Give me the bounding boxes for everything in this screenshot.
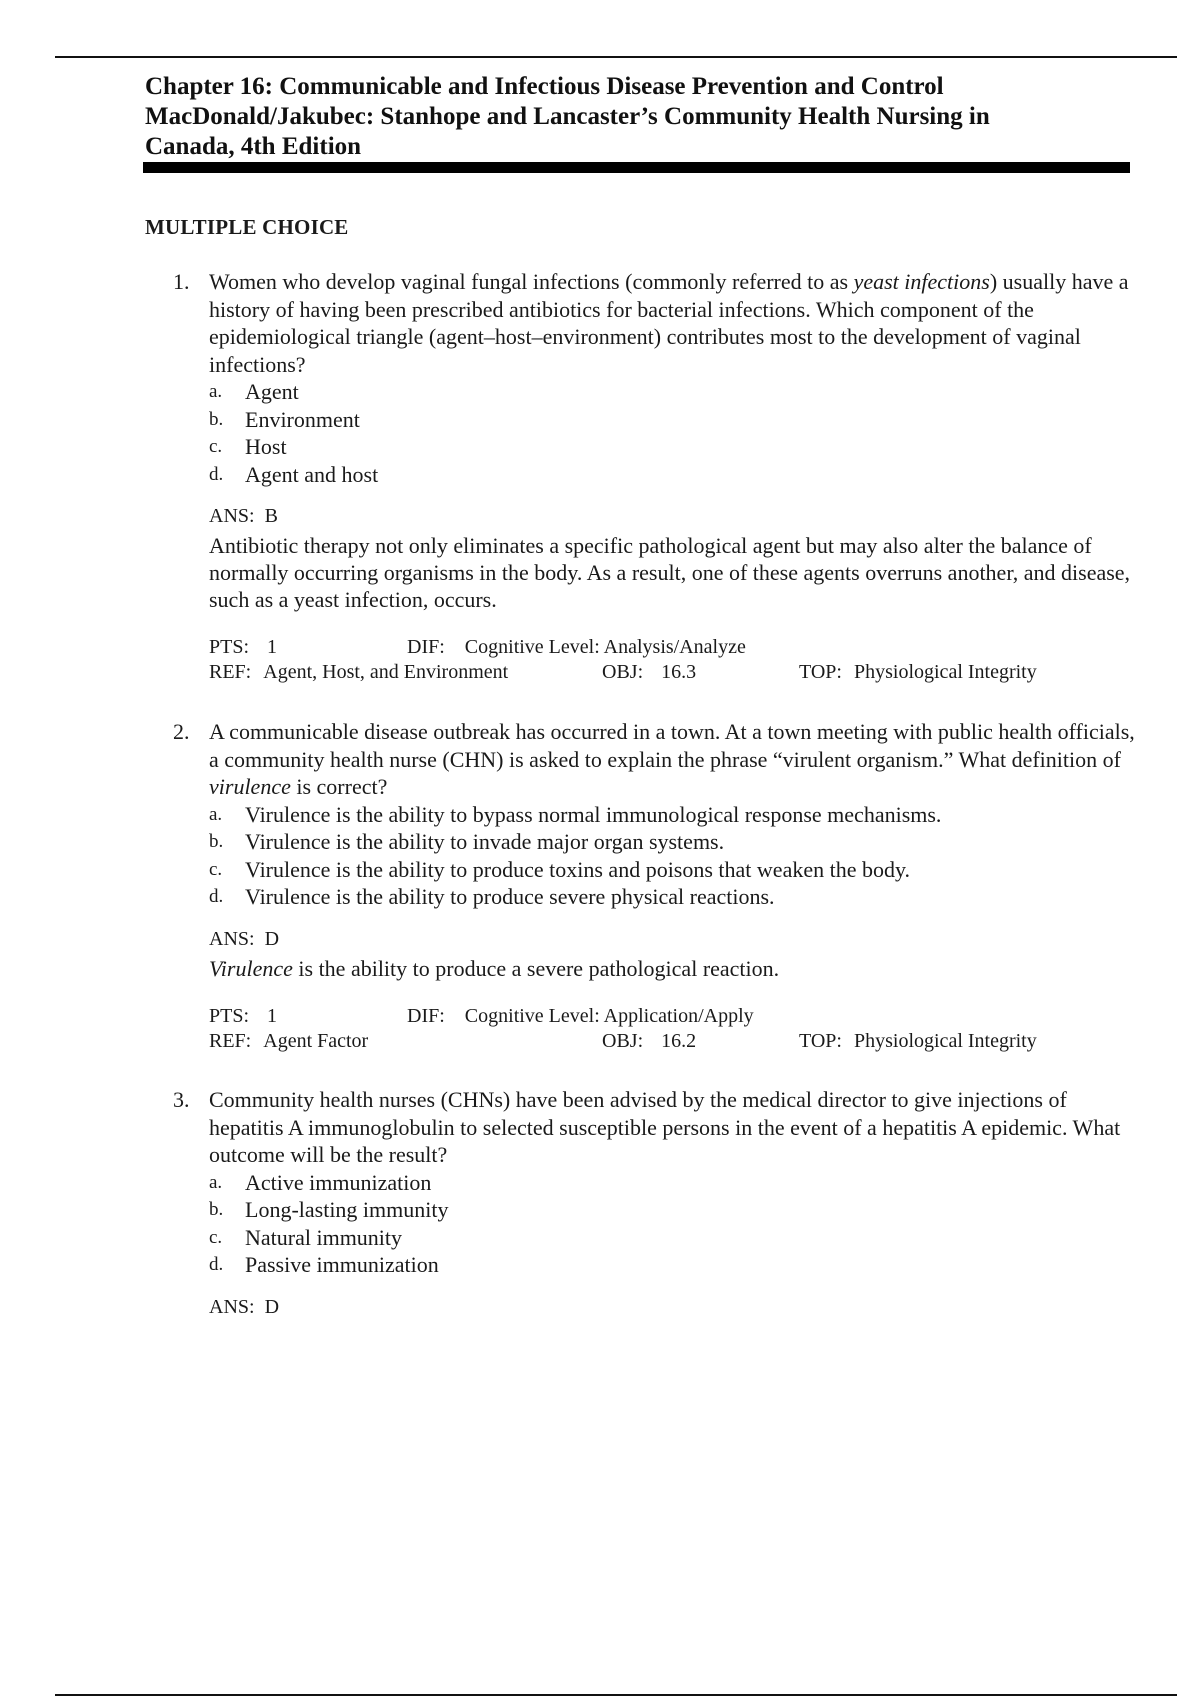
top-rule <box>55 56 1177 58</box>
question-stem <box>209 718 1135 801</box>
dif-field <box>407 635 746 660</box>
dif-label: DIF: <box>407 636 445 658</box>
choice-list <box>209 378 1135 488</box>
ref-value: Agent Factor <box>263 1029 369 1052</box>
obj-label: OBJ: <box>602 1029 644 1052</box>
choice-letter: d. <box>209 886 224 907</box>
answer-label: ANS: <box>209 927 255 950</box>
stem-text: Women who develop vaginal fungal infections (commonly referred to as <box>209 269 854 294</box>
choice-letter: a. <box>209 1171 223 1193</box>
pts-value: 1 <box>267 636 278 658</box>
top-field <box>799 1029 1037 1054</box>
pts-field <box>209 1004 277 1029</box>
pts-field <box>209 635 277 660</box>
choice-text: Agent <box>245 379 299 404</box>
choice-c <box>209 856 1135 884</box>
pts-label: PTS: <box>209 1004 250 1027</box>
top-value: Physiological Integrity <box>853 661 1037 683</box>
choice-text: Virulence is the ability to produce toxins and poisons that weaken the body. <box>245 856 911 882</box>
title-underline-bar <box>143 162 1130 173</box>
choice-letter: a. <box>209 803 223 825</box>
stem-text: Community health nurses (CHNs) have been advised by the medical director to give injections of hepatitis A immunoglobulin to selected susceptible persons in the event of a hepatitis A epidemic. What outcome will be the result? <box>209 1087 1121 1167</box>
ref-value: Agent, Host, and Environment <box>263 661 509 683</box>
stem-italic-term: yeast infections <box>853 269 990 294</box>
title-line-3: Canada, 4th Edition <box>145 133 362 160</box>
top-field <box>799 660 1037 685</box>
ref-field <box>209 1029 368 1054</box>
question-2 <box>145 718 1135 1054</box>
choice-d <box>209 883 1135 911</box>
obj-field <box>602 1029 696 1054</box>
choice-c <box>209 1224 1135 1252</box>
stem-text: A communicable disease outbreak has occurred in a town. At a town meeting with public health officials, a community health nurse (CHN) is asked to explain the phrase “virulent organism.” What definition of <box>209 719 1135 772</box>
answer-value: B <box>264 505 278 527</box>
choice-letter: d. <box>209 463 224 485</box>
answer-block <box>209 503 1135 613</box>
obj-value: 16.3 <box>661 661 697 683</box>
choice-text: Passive immunization <box>245 1252 439 1277</box>
choice-text: Environment <box>245 406 360 432</box>
choice-letter: c. <box>209 436 223 457</box>
top-value: Physiological Integrity <box>853 1029 1037 1052</box>
ref-label: REF: <box>209 661 252 683</box>
choice-text: Virulence is the ability to invade major organ systems. <box>245 829 725 854</box>
answer-block <box>209 1294 1135 1321</box>
answer-line <box>209 926 1135 953</box>
choice-b <box>209 406 1135 434</box>
choice-list <box>209 1169 1135 1279</box>
choice-text: Agent and host <box>245 461 379 487</box>
question-metadata <box>209 1004 1135 1054</box>
choice-a <box>209 801 1135 829</box>
pts-value: 1 <box>267 1004 278 1027</box>
ref-label: REF: <box>209 1029 252 1052</box>
choice-letter: b. <box>209 1199 224 1220</box>
choice-letter: a. <box>209 381 223 402</box>
question-stem <box>209 1086 1135 1169</box>
stem-italic-term: virulence <box>209 774 291 799</box>
rationale-text: Antibiotic therapy not only eliminates a specific pathological agent but may also alter the balance of normally occurring organisms in the body. As a result, one of these agents overruns another, and disease, such as a yeast infection, occurs. <box>209 533 1131 612</box>
choice-a <box>209 1169 1135 1197</box>
choice-text: Virulence is the ability to bypass normal immunological response mechanisms. <box>245 801 942 827</box>
choice-list <box>209 801 1135 911</box>
choice-letter: b. <box>209 831 224 852</box>
rationale-text: is the ability to produce a severe pathological reaction. <box>292 955 780 981</box>
top-label: TOP: <box>799 661 842 683</box>
dif-label: DIF: <box>407 1004 445 1027</box>
choice-text: Virulence is the ability to produce severe physical reactions. <box>245 884 775 909</box>
rationale <box>209 955 1135 982</box>
dif-value: Cognitive Level: Application/Apply <box>464 1004 754 1027</box>
bottom-rule <box>55 1694 1177 1696</box>
obj-value: 16.2 <box>661 1029 697 1052</box>
choice-c <box>209 433 1135 461</box>
ref-field <box>209 660 508 685</box>
choice-text: Host <box>245 434 287 459</box>
section-heading: MULTIPLE CHOICE <box>145 215 349 239</box>
dif-value: Cognitive Level: Analysis/Analyze <box>464 636 746 658</box>
choice-letter: c. <box>209 1226 223 1248</box>
choice-text: Active immunization <box>245 1169 432 1195</box>
answer-value: D <box>264 927 280 950</box>
dif-field <box>407 1004 754 1029</box>
choice-d <box>209 1251 1135 1279</box>
stem-text-end: is correct? <box>290 774 388 799</box>
choice-text: Natural immunity <box>245 1224 403 1250</box>
answer-line <box>209 503 1135 530</box>
choice-letter: d. <box>209 1254 224 1275</box>
choice-b <box>209 828 1135 856</box>
question-metadata <box>209 635 1135 685</box>
top-label: TOP: <box>799 1029 842 1052</box>
choice-d <box>209 461 1135 489</box>
answer-block <box>209 926 1135 982</box>
title-line-1: Chapter 16: Communicable and Infectious Disease Prevention and Control <box>145 73 944 100</box>
answer-value: D <box>264 1295 280 1318</box>
answer-label: ANS: <box>209 1295 255 1318</box>
rationale-italic-term: Virulence <box>209 955 293 981</box>
choice-a <box>209 378 1135 406</box>
obj-label: OBJ: <box>602 661 644 683</box>
choice-letter: b. <box>209 408 224 430</box>
document-title <box>145 72 1130 162</box>
question-number: 3. <box>173 1087 190 1112</box>
question-stem <box>209 268 1135 378</box>
answer-line <box>209 1294 1135 1321</box>
question-number: 2. <box>173 719 190 744</box>
question-3 <box>145 1086 1135 1321</box>
choice-text: Long-lasting immunity <box>245 1197 449 1222</box>
answer-label: ANS: <box>209 505 255 527</box>
question-1 <box>145 268 1135 685</box>
pts-label: PTS: <box>209 636 250 658</box>
obj-field <box>602 660 696 685</box>
question-number: 1. <box>173 269 190 294</box>
choice-letter: c. <box>209 858 223 880</box>
choice-b <box>209 1196 1135 1224</box>
title-line-2: MacDonald/Jakubec: Stanhope and Lancaster’s Community Health Nursing in <box>145 103 990 130</box>
stem-text-end: ) usually have a history of having been prescribed antibiotics for bacterial infections. Which component of the epidemiological triangle (agent–host–environment) contributes most to the development of vaginal infections? <box>209 269 1129 377</box>
rationale <box>209 532 1135 613</box>
